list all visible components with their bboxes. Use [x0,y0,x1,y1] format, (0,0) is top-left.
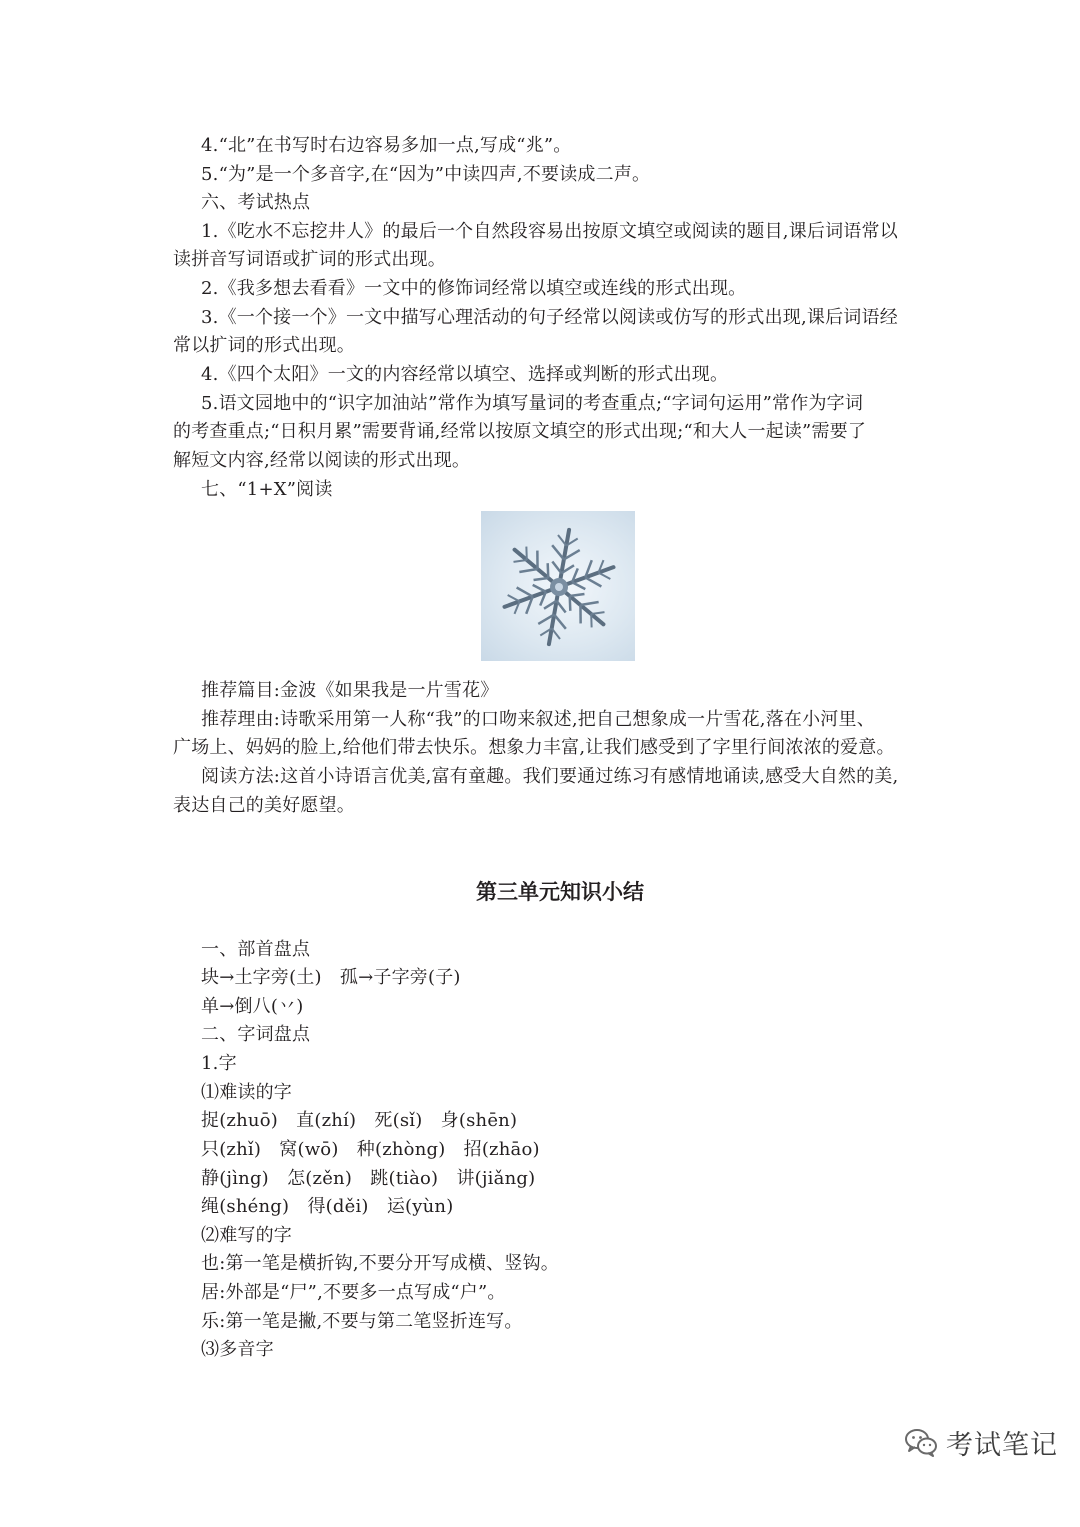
text-line: 5.语文园地中的“识字加油站”常作为填写量词的考查重点;“字词句运用”常作为字词 [201,393,864,414]
text-line: 静(jìng) 怎(zěn) 跳(tiào) 讲(jiǎng) [201,1168,536,1189]
watermark-text: 考试笔记 [946,1429,1058,1461]
snowflake-icon [481,511,635,661]
text-line: 1.《吃水不忘挖井人》的最后一个自然段容易出按原文填空或阅读的题目,课后词语常以 [201,221,898,242]
section-heading: 一、部首盘点 [201,939,311,960]
text-line: 5.“为”是一个多音字,在“因为”中读四声,不要读成二声。 [201,164,651,185]
text-line: ⑵难写的字 [201,1225,292,1246]
section-heading: 六、考试热点 [201,192,311,213]
snowflake-image [481,511,635,661]
text-line: 读拼音写词语或扩词的形式出现。 [173,249,446,270]
text-line: ⑴难读的字 [201,1082,292,1103]
text-line: 1.字 [201,1053,237,1074]
text-line: 解短文内容,经常以阅读的形式出现。 [173,450,471,471]
page-title: 第三单元知识小结 [476,879,644,904]
text-line: 也:第一笔是横折钩,不要分开写成横、竖钩。 [201,1253,559,1274]
text-line: 居:外部是“尸”,不要多一点写成“户”。 [201,1282,506,1303]
text-line: 4.《四个太阳》一文的内容经常以填空、选择或判断的形式出现。 [201,364,729,385]
text-line: 的考查重点;“日积月累”需要背诵,经常以按原文填空的形式出现;“和大人一起读”需要了 [173,421,867,442]
text-line: 块→土字旁(土) 孤→子字旁(子) [201,967,461,988]
wechat-icon [904,1427,938,1457]
text-line: 4.“北”在书写时右边容易多加一点,写成“兆”。 [201,135,572,156]
text-line: 单→倒八(丷) [201,996,304,1017]
section-heading: 七、“1+X”阅读 [201,479,333,500]
text-line: ⑶多音字 [201,1339,274,1360]
text-line: 乐:第一笔是撇,不要与第二笔竖折连写。 [201,1311,523,1332]
text-line: 绳(shéng) 得(děi) 运(yùn) [201,1196,454,1217]
text-line: 只(zhǐ) 窝(wō) 种(zhòng) 招(zhāo) [201,1139,540,1160]
text-line: 阅读方法:这首小诗语言优美,富有童趣。我们要通过练习有感情地诵读,感受大自然的美, [201,766,899,787]
text-line: 2.《我多想去看看》一文中的修饰词经常以填空或连线的形式出现。 [201,278,747,299]
text-line: 推荐理由:诗歌采用第一人称“我”的口吻来叙述,把自己想象成一片雪花,落在小河里、 [201,709,875,730]
text-line: 推荐篇目:金波《如果我是一片雪花》 [201,680,499,701]
text-line: 捉(zhuō) 直(zhí) 死(sǐ) 身(shēn) [201,1110,518,1131]
text-line: 常以扩词的形式出现。 [173,335,355,356]
section-heading: 二、字词盘点 [201,1024,311,1045]
text-line: 表达自己的美好愿望。 [173,795,355,816]
text-line: 广场上、妈妈的脸上,给他们带去快乐。想象力丰富,让我们感受到了字里行间浓浓的爱意。 [173,737,895,758]
watermark [904,1418,1058,1466]
text-line: 3.《一个接一个》一文中描写心理活动的句子经常以阅读或仿写的形式出现,课后词语经 [201,307,898,328]
